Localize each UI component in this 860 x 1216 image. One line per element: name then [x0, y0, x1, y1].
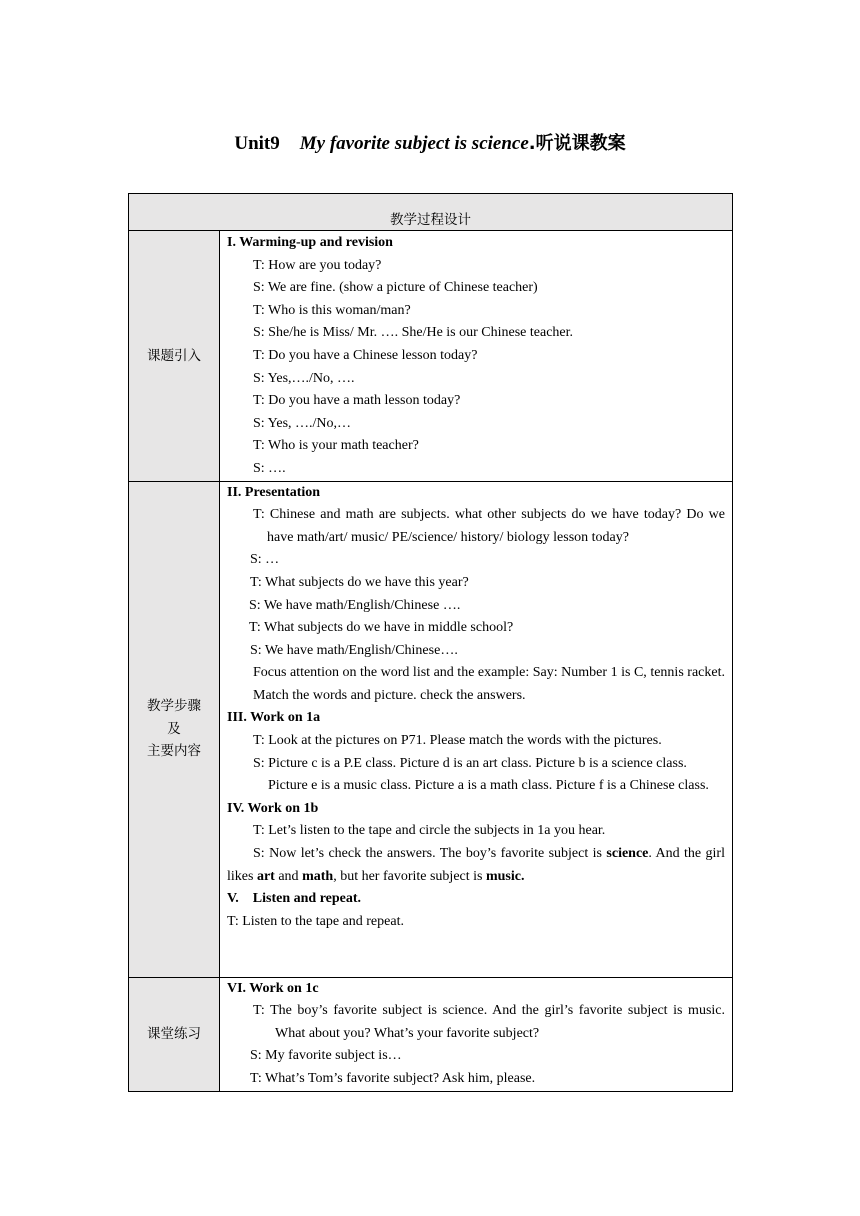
section-heading: V. Listen and repeat.	[227, 891, 362, 907]
dialogue-line: T: What subjects do we have in middle school?	[249, 620, 514, 636]
bold-word: science	[606, 846, 649, 862]
dialogue-line: T: What’s Tom’s favorite subject? Ask him, please.	[250, 1070, 536, 1086]
label-line: 及	[167, 720, 181, 737]
dialogue-line: S: My favorite subject is…	[250, 1048, 402, 1064]
section-heading: IV. Work on 1b	[227, 800, 319, 816]
instruction-line: Focus attention on the word list and the example: Say: Number 1 is C, tennis racket. Match the words and picture. check the answers.	[253, 665, 725, 703]
dialogue-line: T: Who is this woman/man?	[253, 302, 411, 318]
dialogue-line: S: We have math/English/Chinese ….	[249, 597, 461, 613]
dialogue-line: S: We are fine. (show a picture of Chinese teacher)	[253, 280, 538, 296]
dialogue-line: S: Yes,…./No, ….	[253, 370, 355, 386]
bold-word: art	[256, 868, 275, 884]
section-content-practice	[220, 977, 733, 1091]
dialogue-line: T: The boy’s favorite subject is science. And the girl’s favorite subject is music. What about you? What’s your favorite subject?	[253, 1003, 725, 1041]
dialogue-line: T: Look at the pictures on P71. Please match the words with the pictures.	[253, 733, 662, 749]
title-unit: Unit9	[234, 133, 280, 154]
section-heading: VI. Work on 1c	[227, 980, 319, 996]
dialogue-line: T: Who is your math teacher?	[253, 438, 419, 454]
document-title	[0, 131, 860, 157]
label-line: 主要内容	[147, 743, 201, 760]
label-line: 教学步骤	[147, 698, 201, 715]
section-content-intro	[220, 231, 733, 482]
dialogue-line: S: Yes, …./No,…	[253, 415, 352, 431]
section-heading: II. Presentation	[227, 484, 321, 500]
dialogue-line: T: Listen to the tape and repeat.	[227, 913, 404, 929]
section-intro-row	[129, 231, 733, 482]
dialogue-line: S: Now let’s check the answers. The boy’s favorite subject is science. And the girl likes art and math, but her favorite subject is music.	[227, 846, 725, 884]
lesson-plan-table	[128, 193, 733, 1092]
dialogue-line: S: Picture c is a P.E class. Picture d is an art class. Picture b is a science class.	[253, 755, 687, 771]
section-content-steps	[220, 481, 733, 977]
dialogue-line: T: What subjects do we have this year?	[250, 574, 469, 590]
dialogue-line: T: Let’s listen to the tape and circle the subjects in 1a you hear.	[253, 823, 606, 839]
section-heading: I. Warming-up and revision	[227, 235, 393, 250]
table-header-row	[129, 194, 733, 231]
dialogue-line: T: Do you have a math lesson today?	[253, 393, 461, 409]
section-heading: III. Work on 1a	[227, 710, 321, 726]
bold-word: math	[302, 868, 334, 884]
bold-word: music.	[485, 868, 525, 884]
table-header: 教学过程设计	[129, 194, 733, 231]
section-steps-row	[129, 481, 733, 977]
section-label-practice: 课堂练习	[129, 977, 220, 1091]
section-practice-row	[129, 977, 733, 1091]
title-italic: My favorite subject is science	[299, 133, 529, 154]
dialogue-line: T: How are you today?	[253, 257, 382, 273]
dialogue-line: S: ….	[253, 460, 286, 476]
dialogue-line: S: …	[250, 552, 280, 568]
dialogue-line: T: Do you have a Chinese lesson today?	[253, 347, 478, 363]
dialogue-line: Picture e is a music class. Picture a is a math class. Picture f is a Chinese class.	[268, 778, 709, 794]
dialogue-line: S: She/he is Miss/ Mr. …. She/He is our Chinese teacher.	[253, 325, 574, 341]
dialogue-line: T: Chinese and math are subjects. what other subjects do we have today? Do we have math/art/ music/ PE/science/ history/ biology lesson today?	[253, 507, 725, 545]
section-label-steps	[129, 481, 220, 977]
dialogue-line: S: We have math/English/Chinese….	[250, 642, 458, 658]
section-label-intro: 课题引入	[129, 231, 220, 482]
title-suffix: .听说课教案	[528, 133, 626, 154]
